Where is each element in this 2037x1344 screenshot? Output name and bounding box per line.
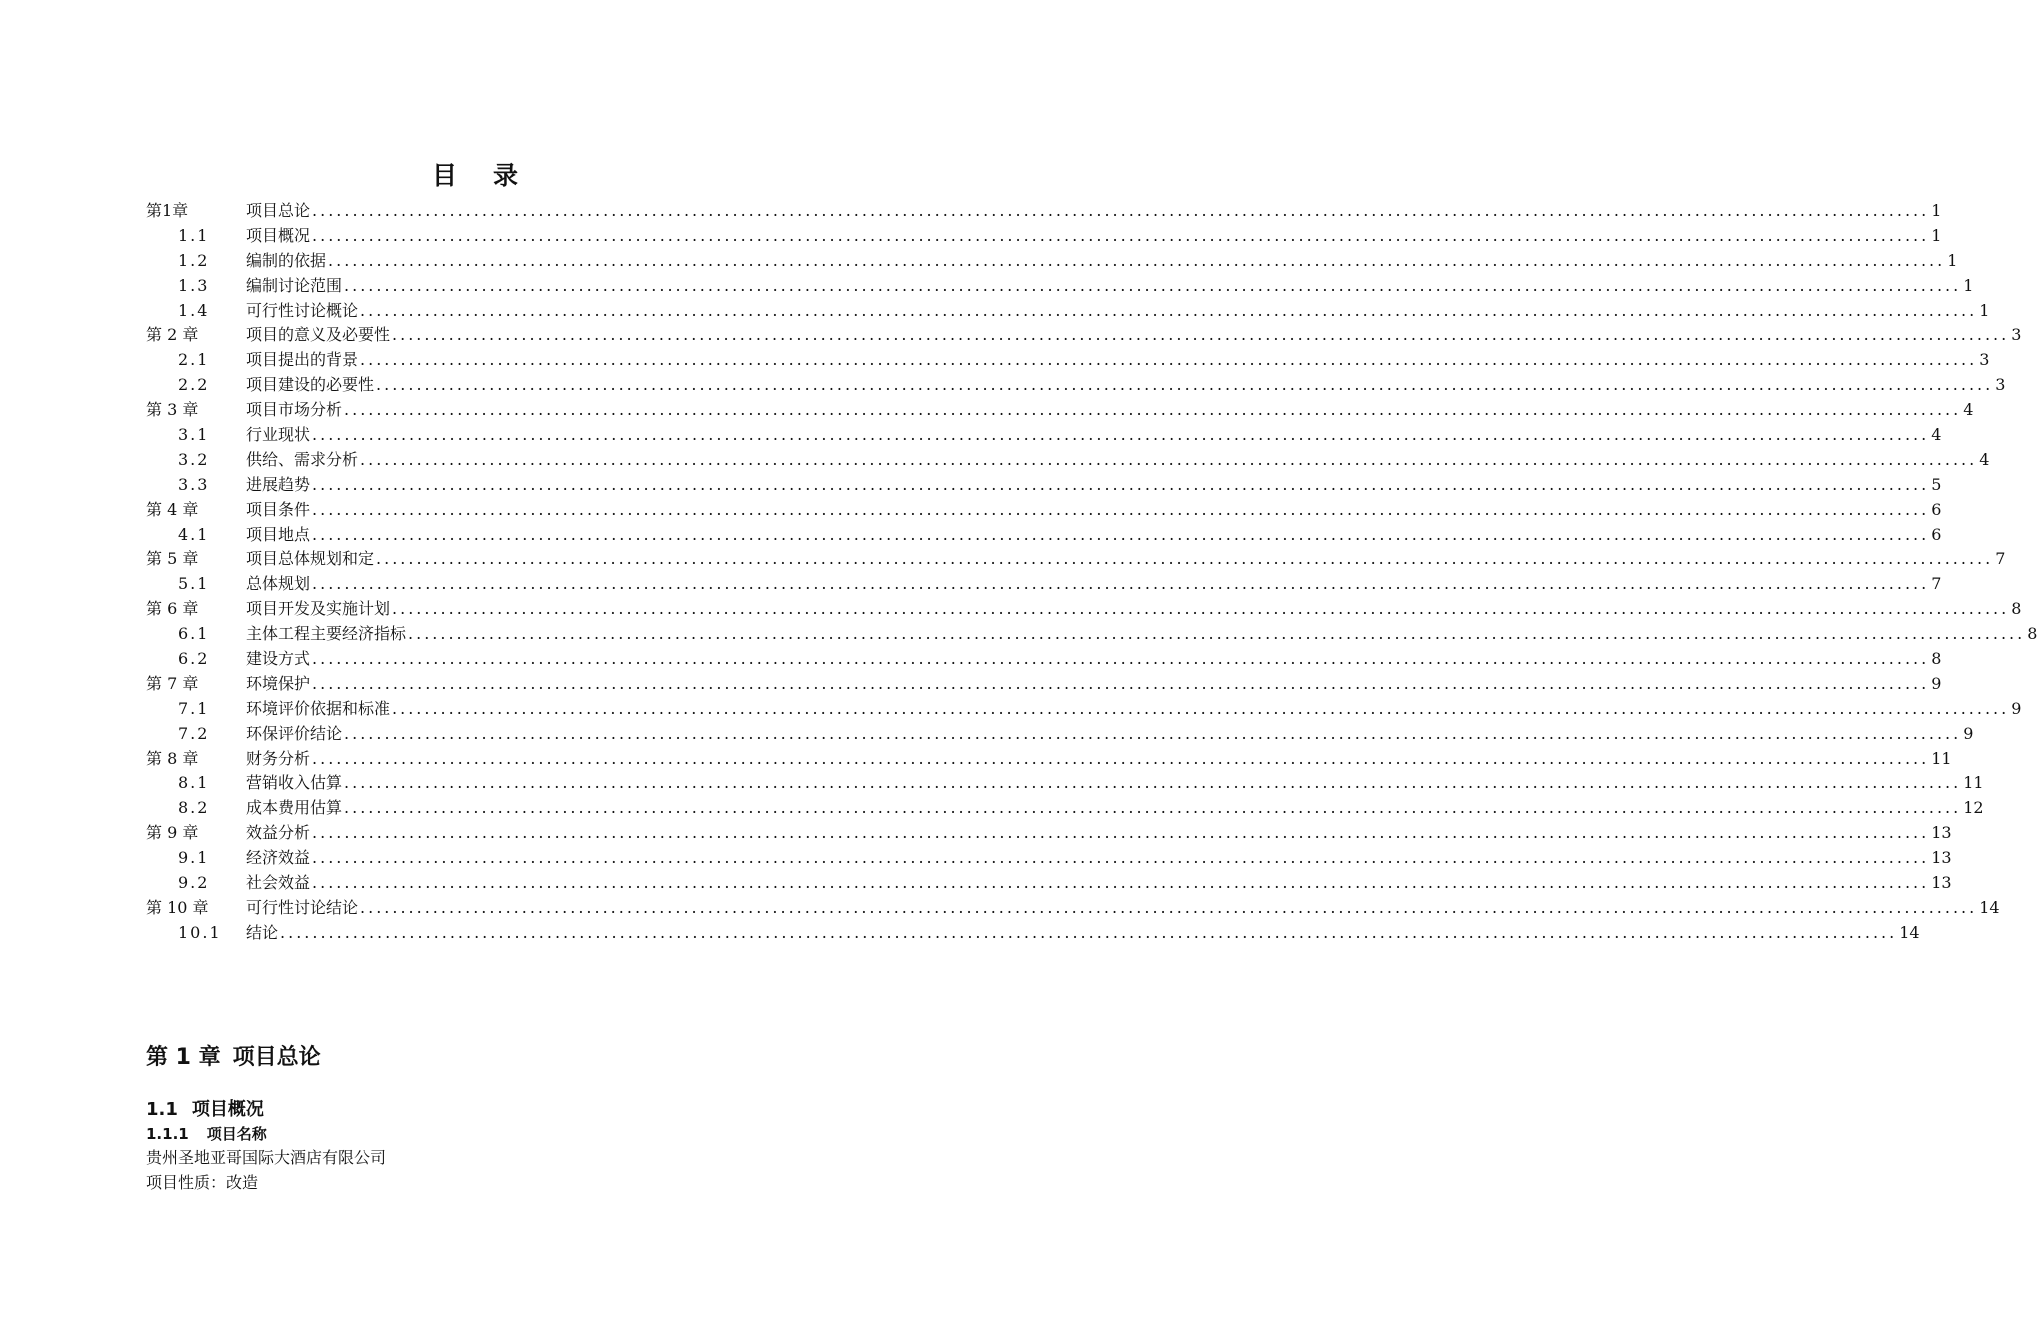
toc-entry-page: 6 <box>1931 499 1942 519</box>
toc-entry[interactable] <box>146 647 1942 672</box>
toc-entry[interactable] <box>146 821 1952 846</box>
toc-entry[interactable] <box>146 896 2000 921</box>
toc-dot-leader: ........................................................................................................................................................................................................ <box>312 225 1930 245</box>
toc-dot-leader: ........................................................................................................................................................................................................ <box>360 449 1978 469</box>
toc-dot-leader: ........................................................................................................................................................................................................ <box>312 673 1930 693</box>
toc-entry-number: 第 7 章 <box>146 673 199 693</box>
toc-dot-leader: ........................................................................................................................................................................................................ <box>392 599 2010 619</box>
section-number: 1.1 <box>146 1099 178 1120</box>
chapter-title: 项目总论 <box>232 1045 321 1070</box>
paragraph-project-nature: 项目性质：改造 <box>146 1173 259 1192</box>
toc-entry-page: 8 <box>1931 649 1942 669</box>
toc-dot-leader: ........................................................................................................................................................................................................ <box>312 748 1930 768</box>
toc-entry-label: 项目市场分析 <box>246 400 343 420</box>
toc-entry-number: 2.1 <box>178 350 210 370</box>
toc-entry-label: 成本费用估算 <box>246 798 343 818</box>
toc-entry[interactable] <box>146 672 1942 697</box>
toc-entry-page: 1 <box>1931 225 1942 245</box>
toc-entry-label: 项目总体规划和定 <box>246 549 375 569</box>
section-title: 项目概况 <box>191 1099 264 1120</box>
toc-dot-leader: ........................................................................................................................................................................................................ <box>360 300 1978 320</box>
toc-entry[interactable] <box>146 224 1942 249</box>
toc-entry-number: 第 3 章 <box>146 400 199 420</box>
toc-entry[interactable] <box>146 747 1952 772</box>
toc-dot-leader: ........................................................................................................................................................................................................ <box>312 848 1930 868</box>
toc-dot-leader: ........................................................................................................................................................................................................ <box>376 375 1994 395</box>
toc-entry-number: 8.1 <box>178 773 210 793</box>
toc-dot-leader: ........................................................................................................................................................................................................ <box>312 474 1930 494</box>
toc-dot-leader: ........................................................................................................................................................................................................ <box>408 624 2026 644</box>
toc-entry-page: 11 <box>1931 748 1952 768</box>
toc-entry-number: 3.1 <box>178 425 210 445</box>
toc-entry-number: 3.2 <box>178 449 210 469</box>
toc-entry-label: 项目地点 <box>246 524 311 544</box>
chapter-heading <box>146 1040 321 1071</box>
toc-dot-leader: ........................................................................................................................................................................................................ <box>344 723 1962 743</box>
toc-entry[interactable] <box>146 423 1942 448</box>
toc-dot-leader: ........................................................................................................................................................................................................ <box>312 499 1930 519</box>
toc-entry-page: 14 <box>1899 922 1920 942</box>
toc-entry-page: 12 <box>1963 798 1984 818</box>
toc-entry-label: 项目条件 <box>246 499 311 519</box>
toc-dot-leader: ........................................................................................................................................................................................................ <box>312 823 1930 843</box>
toc-entry-number: 第 9 章 <box>146 823 199 843</box>
toc-entry-page: 8 <box>2027 624 2037 644</box>
toc-entry-label: 供给、需求分析 <box>246 449 359 469</box>
toc-entry-label: 建设方式 <box>246 649 311 669</box>
toc-entry-label: 项目的意义及必要性 <box>246 325 391 345</box>
toc-entry-number: 10.1 <box>178 922 222 942</box>
toc-entry-label: 项目总论 <box>246 201 311 220</box>
toc-entry[interactable] <box>146 921 1920 946</box>
toc-entry-number: 2.2 <box>178 375 210 395</box>
chapter-number: 第 1 章 <box>146 1045 221 1070</box>
toc-dot-leader: ........................................................................................................................................................................................................ <box>344 400 1962 420</box>
toc-entry-number: 6.1 <box>178 624 210 644</box>
toc-entry[interactable] <box>146 274 1974 299</box>
toc-entry-page: 9 <box>1963 723 1974 743</box>
toc-entry-page: 11 <box>1963 773 1984 793</box>
toc-entry-label: 经济效益 <box>246 848 311 868</box>
toc-entry-label: 主体工程主要经济指标 <box>246 624 407 644</box>
toc-entry-page: 4 <box>1963 400 1974 420</box>
toc-entry-number: 8.2 <box>178 798 210 818</box>
toc-entry-label: 项目建设的必要性 <box>246 375 375 395</box>
toc-entry-label: 项目开发及实施计划 <box>246 599 391 619</box>
toc-entry-label: 营销收入估算 <box>246 773 343 793</box>
toc-entry-page: 8 <box>2011 599 2022 619</box>
toc-entry-page: 1 <box>1979 300 1990 320</box>
toc-dot-leader: ........................................................................................................................................................................................................ <box>344 275 1962 295</box>
section-heading <box>146 1095 264 1121</box>
toc-entry-label: 结论 <box>246 922 279 942</box>
toc-entry[interactable] <box>146 249 1958 274</box>
toc-dot-leader: ........................................................................................................................................................................................................ <box>328 250 1946 270</box>
toc-entry[interactable] <box>146 473 1942 498</box>
toc-entry-page: 1 <box>1947 250 1958 270</box>
toc-title: 目录 <box>431 161 554 190</box>
toc-entry-label: 可行性讨论概论 <box>246 300 359 320</box>
toc-entry-page: 9 <box>2011 698 2022 718</box>
toc-entry-label: 编制讨论范围 <box>246 275 343 295</box>
toc-dot-leader: ........................................................................................................................................................................................................ <box>280 922 1898 942</box>
toc-entry-page: 9 <box>1931 673 1942 693</box>
toc-entry-label: 总体规划 <box>246 574 311 594</box>
toc-dot-leader: ........................................................................................................................................................................................................ <box>312 649 1930 669</box>
toc-entry-label: 进展趋势 <box>246 474 311 494</box>
toc-entry-number: 第 4 章 <box>146 499 199 519</box>
toc-entry-page: 3 <box>2011 325 2022 345</box>
toc-entry[interactable] <box>146 722 1974 747</box>
toc-dot-leader: ........................................................................................................................................................................................................ <box>312 574 1930 594</box>
toc-entry-label: 编制的依据 <box>246 250 327 270</box>
toc-entry[interactable] <box>146 373 2006 398</box>
toc-entry[interactable] <box>146 348 1990 373</box>
toc-entry-number: 1.2 <box>178 250 210 270</box>
toc-entry-page: 4 <box>1931 425 1942 445</box>
toc-entry-number: 第 2 章 <box>146 325 199 345</box>
toc-entry-page: 3 <box>1995 375 2006 395</box>
toc-entry-label: 环境评价依据和标准 <box>246 698 391 718</box>
toc-entry[interactable] <box>146 871 1952 896</box>
toc-entry-number: 第 5 章 <box>146 549 199 569</box>
toc-entry-number: 9.1 <box>178 848 210 868</box>
toc-entry-label: 行业现状 <box>246 425 311 445</box>
toc-entry[interactable] <box>146 547 2006 572</box>
toc-entry-number: 1.4 <box>178 300 210 320</box>
toc-entry-page: 7 <box>1931 574 1942 594</box>
toc-entry-number: 第1章 <box>146 201 189 220</box>
toc-entry[interactable] <box>146 448 1990 473</box>
toc-entry-page: 13 <box>1931 873 1952 893</box>
toc-entry-label: 项目概况 <box>246 225 311 245</box>
toc-entry-page: 13 <box>1931 848 1952 868</box>
toc-entry-number: 9.2 <box>178 873 210 893</box>
toc-dot-leader: ........................................................................................................................................................................................................ <box>376 549 1994 569</box>
toc-entry-label: 环保评价结论 <box>246 723 343 743</box>
toc-entry[interactable] <box>146 622 2037 647</box>
toc-dot-leader: ........................................................................................................................................................................................................ <box>392 698 2010 718</box>
toc-entry[interactable] <box>146 771 1984 796</box>
paragraph-project-name: 贵州圣地亚哥国际大酒店有限公司 <box>146 1148 387 1167</box>
toc-entry-page: 14 <box>1979 897 2000 917</box>
toc-entry-label: 可行性讨论结论 <box>246 897 359 917</box>
toc-dot-leader: ........................................................................................................................................................................................................ <box>312 425 1930 445</box>
toc-dot-leader: ........................................................................................................................................................................................................ <box>344 798 1962 818</box>
toc-entry-page: 6 <box>1931 524 1942 544</box>
toc-entry[interactable] <box>146 299 1990 324</box>
toc-entry-number: 1.1 <box>178 225 210 245</box>
toc-entry-number: 7.1 <box>178 698 210 718</box>
toc-entry[interactable] <box>146 323 2022 348</box>
toc-entry-number: 第 6 章 <box>146 599 199 619</box>
subsection-number: 1.1.1 <box>146 1125 189 1143</box>
toc-entry[interactable] <box>146 199 1942 224</box>
toc-entry-number: 1.3 <box>178 275 210 295</box>
toc-entry-number: 4.1 <box>178 524 210 544</box>
toc-entry-number: 5.1 <box>178 574 210 594</box>
toc-entry-page: 1 <box>1963 275 1974 295</box>
toc-entry[interactable] <box>146 398 1974 423</box>
toc-entry-page: 5 <box>1931 474 1942 494</box>
toc-entry-number: 3.3 <box>178 474 210 494</box>
toc-dot-leader: ........................................................................................................................................................................................................ <box>360 897 1978 917</box>
toc-dot-leader: ........................................................................................................................................................................................................ <box>360 350 1978 370</box>
toc-entry[interactable] <box>146 523 1942 548</box>
toc-entry-label: 环境保护 <box>246 673 311 693</box>
toc-entry-number: 6.2 <box>178 649 210 669</box>
toc-entry[interactable] <box>146 597 2022 622</box>
toc-dot-leader: ........................................................................................................................................................................................................ <box>344 773 1962 793</box>
table-of-contents <box>146 199 2037 946</box>
toc-entry-page: 3 <box>1979 350 1990 370</box>
toc-dot-leader: ........................................................................................................................................................................................................ <box>312 873 1930 893</box>
subsection-heading <box>146 1123 267 1144</box>
toc-entry[interactable] <box>146 796 1984 821</box>
toc-entry-page: 1 <box>1931 201 1942 220</box>
toc-entry-page: 7 <box>1995 549 2006 569</box>
toc-entry-number: 7.2 <box>178 723 210 743</box>
toc-entry-label: 项目提出的背景 <box>246 350 359 370</box>
toc-entry-label: 效益分析 <box>246 823 311 843</box>
toc-dot-leader: ........................................................................................................................................................................................................ <box>312 524 1930 544</box>
toc-dot-leader: ........................................................................................................................................................................................................ <box>312 201 1930 220</box>
toc-entry[interactable] <box>146 572 1942 597</box>
toc-entry-number: 第 8 章 <box>146 748 199 768</box>
toc-entry[interactable] <box>146 846 1952 871</box>
toc-entry-page: 4 <box>1979 449 1990 469</box>
toc-entry[interactable] <box>146 498 1942 523</box>
toc-entry-page: 13 <box>1931 823 1952 843</box>
toc-entry-number: 第 10 章 <box>146 897 209 917</box>
toc-entry-label: 财务分析 <box>246 748 311 768</box>
toc-entry-label: 社会效益 <box>246 873 311 893</box>
subsection-title: 项目名称 <box>206 1125 267 1143</box>
toc-dot-leader: ........................................................................................................................................................................................................ <box>392 325 2010 345</box>
toc-entry[interactable] <box>146 697 2022 722</box>
